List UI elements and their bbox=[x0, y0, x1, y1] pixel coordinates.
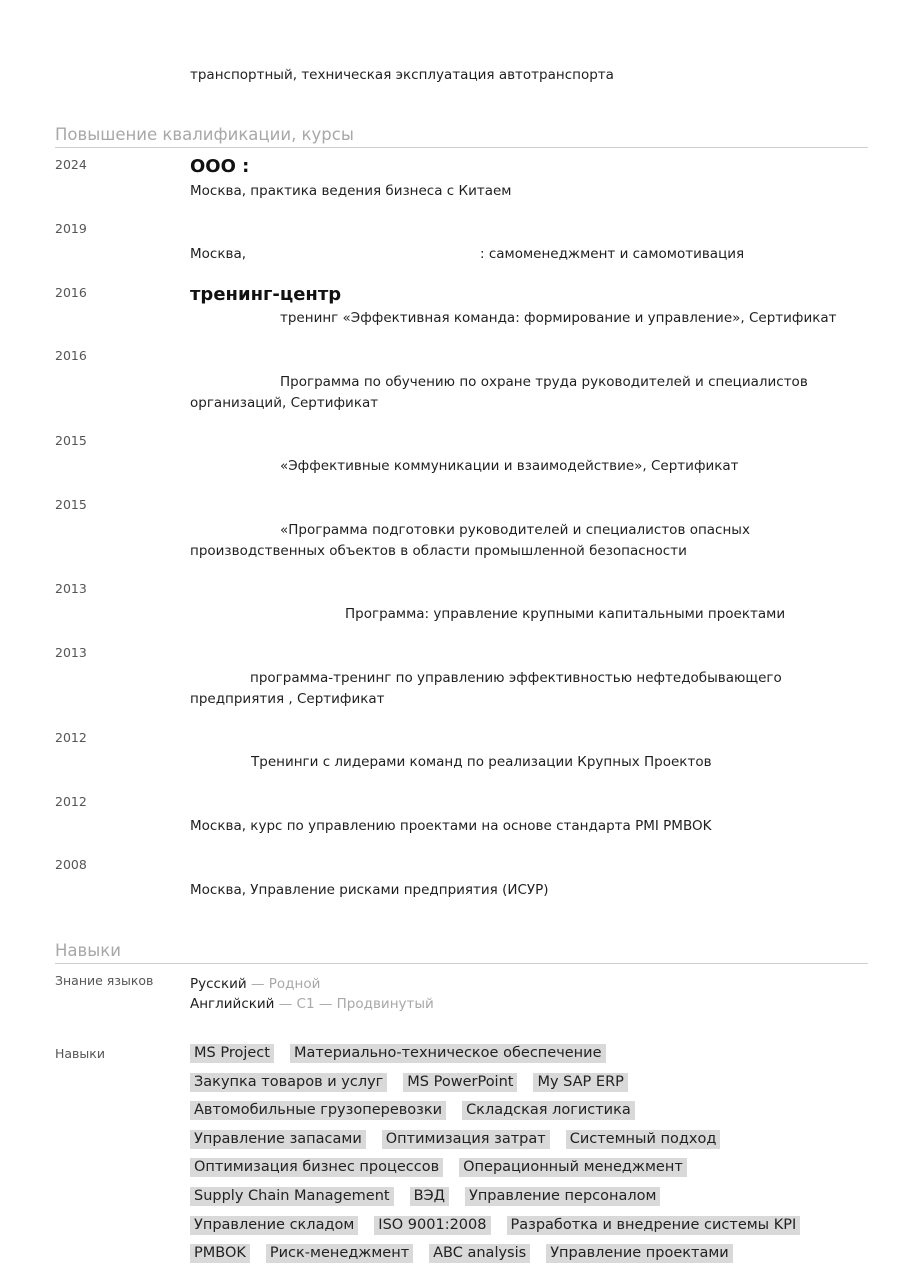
skill-tag: Операционный менеджмент bbox=[459, 1158, 687, 1177]
course-description: Москва, Управление рисками предприятия (ИСУР) bbox=[190, 882, 549, 898]
course-year: 2019 bbox=[55, 221, 87, 236]
course-organization: тренинг-центр bbox=[190, 284, 342, 305]
skill-tag: Управление складом bbox=[190, 1216, 358, 1235]
skill-tag: Управление запасами bbox=[190, 1130, 366, 1149]
skills-tag-row bbox=[190, 1101, 651, 1120]
languages-label: Знание языков bbox=[55, 973, 154, 988]
skill-tag: MS Project bbox=[190, 1044, 274, 1063]
skills-tag-row bbox=[190, 1158, 703, 1177]
courses-section-title: Повышение квалификации, курсы bbox=[55, 124, 868, 148]
course-year: 2015 bbox=[55, 497, 87, 512]
skills-tag-row bbox=[190, 1044, 622, 1063]
skill-tag: Разработка и внедрение системы KPI bbox=[507, 1216, 801, 1235]
course-description: «Эффективные коммуникации и взаимодействие», Сертификат bbox=[280, 458, 739, 474]
skills-label: Навыки bbox=[55, 1046, 105, 1061]
course-description: Тренинги с лидерами команд по реализации Крупных Проектов bbox=[251, 754, 712, 770]
skill-tag: ВЭД bbox=[410, 1187, 449, 1206]
skill-tag: Складская логистика bbox=[462, 1101, 635, 1120]
language-name: Английский bbox=[190, 996, 275, 1012]
course-description: программа-тренинг по управлению эффективностью нефтедобывающего bbox=[250, 670, 782, 686]
course-description: организаций, Сертификат bbox=[190, 395, 379, 411]
skill-tag: Оптимизация затрат bbox=[382, 1130, 550, 1149]
language-name: Русский bbox=[190, 976, 247, 992]
skill-tag: My SAP ERP bbox=[533, 1073, 627, 1092]
course-year: 2016 bbox=[55, 348, 87, 363]
skill-tag: ISO 9001:2008 bbox=[374, 1216, 490, 1235]
skills-tag-row bbox=[190, 1187, 676, 1206]
course-description: предприятия , Сертификат bbox=[190, 691, 385, 707]
skill-tag: ABC analysis bbox=[429, 1244, 530, 1263]
course-description: производственных объектов в области промышленной безопасности bbox=[190, 543, 687, 559]
course-description: тренинг «Эффективная команда: формирование и управление», Сертификат bbox=[280, 310, 837, 326]
skills-tag-row bbox=[190, 1073, 644, 1092]
skills-section-title: Навыки bbox=[55, 940, 868, 964]
course-year: 2008 bbox=[55, 857, 87, 872]
language-item bbox=[190, 974, 320, 994]
course-description: : самоменеджмент и самомотивация bbox=[480, 246, 745, 262]
course-year: 2013 bbox=[55, 645, 87, 660]
skill-tag: Автомобильные грузоперевозки bbox=[190, 1101, 446, 1120]
skill-tag: PMBOK bbox=[190, 1244, 250, 1263]
education-specialty-text: транспортный, техническая эксплуатация автотранспорта bbox=[190, 67, 614, 83]
course-organization: ООО : bbox=[190, 156, 250, 177]
skills-tag-row bbox=[190, 1130, 736, 1149]
course-year: 2013 bbox=[55, 581, 87, 596]
skills-tag-row bbox=[190, 1244, 749, 1263]
course-description: Москва, практика ведения бизнеса с Китаем bbox=[190, 183, 512, 199]
course-year: 2024 bbox=[55, 157, 87, 172]
skill-tag: Управление персоналом bbox=[465, 1187, 660, 1206]
skill-tag: Supply Chain Management bbox=[190, 1187, 394, 1206]
language-item bbox=[190, 994, 434, 1014]
course-year: 2012 bbox=[55, 794, 87, 809]
skill-tag: MS PowerPoint bbox=[403, 1073, 517, 1092]
course-year: 2016 bbox=[55, 285, 87, 300]
skill-tag: Закупка товаров и услуг bbox=[190, 1073, 387, 1092]
course-description: Программа: управление крупными капитальными проектами bbox=[345, 606, 786, 622]
skill-tag: Управление проектами bbox=[546, 1244, 733, 1263]
course-description: Москва, курс по управлению проектами на основе стандарта PMI PMBOK bbox=[190, 818, 712, 834]
course-description: «Программа подготовки руководителей и специалистов опасных bbox=[280, 522, 750, 538]
skill-tag: Оптимизация бизнес процессов bbox=[190, 1158, 443, 1177]
course-description: Программа по обучению по охране труда руководителей и специалистов bbox=[280, 374, 808, 390]
skills-tag-row bbox=[190, 1216, 816, 1235]
language-level: — C1 — Продвинутый bbox=[278, 996, 434, 1012]
skill-tag: Материально-техническое обеспечение bbox=[290, 1044, 606, 1063]
course-description: Москва, bbox=[190, 246, 247, 262]
skill-tag: Системный подход bbox=[566, 1130, 721, 1149]
course-year: 2015 bbox=[55, 433, 87, 448]
course-year: 2012 bbox=[55, 730, 87, 745]
language-level: — Родной bbox=[250, 976, 321, 992]
skill-tag: Риск-менеджмент bbox=[266, 1244, 413, 1263]
